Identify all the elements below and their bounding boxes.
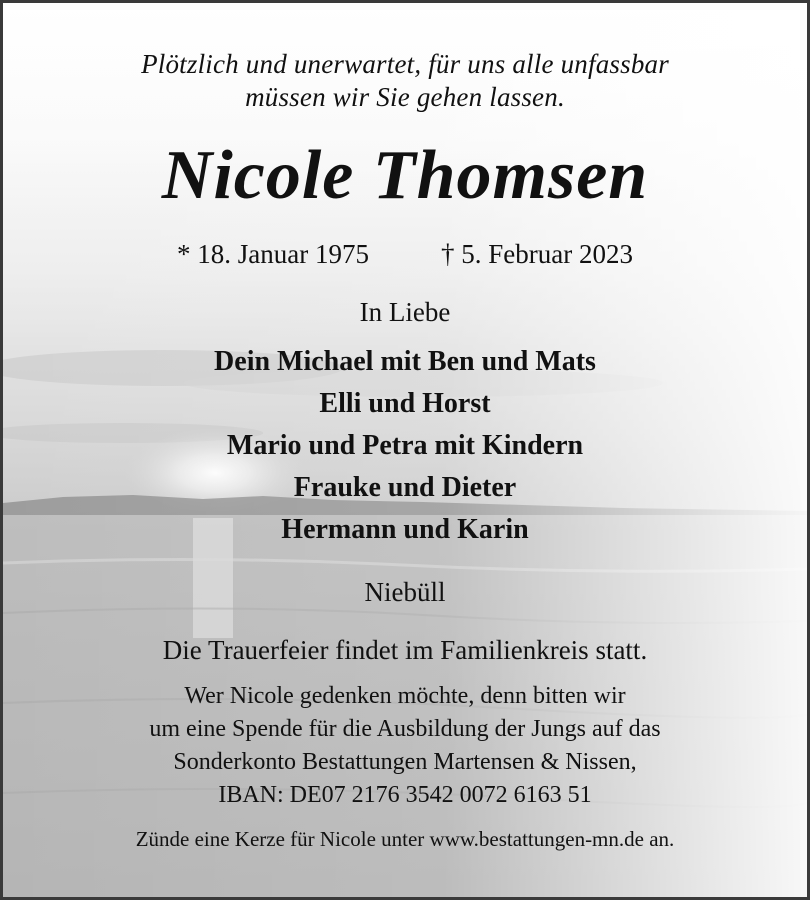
donation-line-3: Sonderkonto Bestattungen Martensen & Nissen,: [173, 749, 637, 775]
family-line: Frauke und Dieter: [293, 472, 517, 503]
candle-note: Zünde eine Kerze für Nicole unter www.bestattungen-mn.de an.: [135, 827, 675, 851]
birth-date: * 18. Januar 1975: [177, 239, 369, 269]
family-line: Mario und Petra mit Kindern: [226, 430, 584, 461]
donation-iban: IBAN: DE07 2176 3542 0072 6163 51: [218, 782, 592, 808]
intro-line-2: müssen wir Sie gehen lassen.: [245, 82, 565, 112]
ceremony-note: Die Trauerfeier findet im Familienkreis statt.: [162, 635, 648, 665]
family-line: Elli und Horst: [319, 388, 491, 419]
intro-line-1: Plötzlich und unerwartet, für uns alle unfassbar: [141, 49, 669, 79]
in-love: In Liebe: [359, 297, 451, 327]
donation-line-2: um eine Spende für die Ausbildung der Jungs auf das: [149, 716, 661, 742]
donation-line-1: Wer Nicole gedenken möchte, denn bitten wir: [184, 683, 626, 709]
death-date: † 5. Februar 2023: [441, 239, 633, 269]
life-dates: [3, 239, 807, 270]
family-line: Dein Michael mit Ben und Mats: [214, 346, 596, 377]
family-line: Hermann und Karin: [281, 514, 529, 545]
deceased-name: Nicole Thomsen: [161, 137, 649, 214]
place: Niebüll: [364, 577, 446, 607]
